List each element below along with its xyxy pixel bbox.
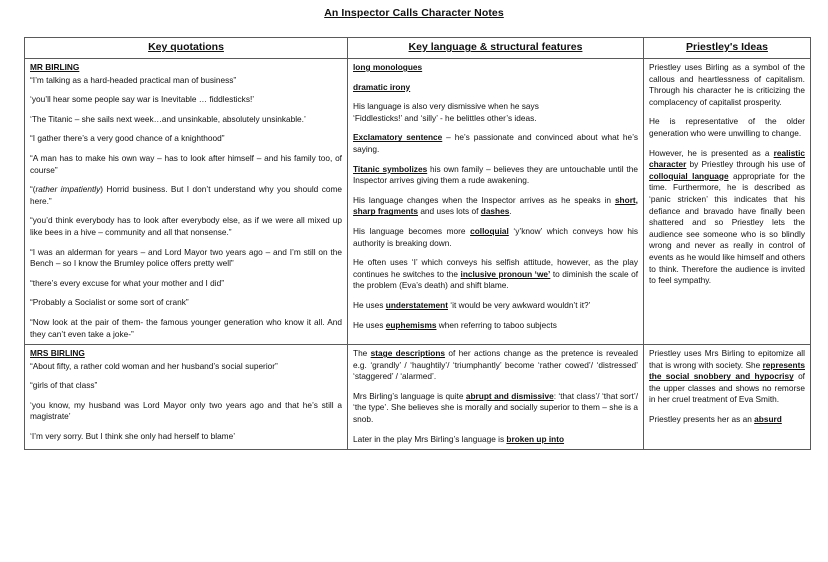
idea-item: He is representative of the older generation who were unwilling to change. bbox=[649, 116, 805, 138]
character-name-heading bbox=[30, 348, 342, 360]
quotation-item: “you’d think everybody has to look after everybody else, as if we were all mixed up like bees in a hive – community and all that nonsense.” bbox=[30, 215, 342, 237]
idea-term: represents the social snobbery and hypocrisy bbox=[649, 359, 805, 382]
document-page bbox=[0, 6, 828, 562]
language-item: He often uses ‘I’ which conveys his selfish attitude, however, as the play continues he switches to the inclusive pronoun ‘we’ to diminish the scale of the problem (Eva’s death) and shift blame. bbox=[353, 257, 639, 291]
character-name-label: MRS BIRLING bbox=[30, 348, 85, 359]
language-term: long monologues bbox=[353, 62, 423, 72]
language-term: euphemisms bbox=[385, 319, 437, 330]
quotation-item: ‘The Titanic – she sails next week…and unsinkable, absolutely unsinkable.’ bbox=[30, 113, 306, 124]
quotation-item: “I’m talking as a hard-headed practical man of business” bbox=[30, 74, 237, 85]
column-header-key-language bbox=[348, 38, 644, 59]
language-item: Later in the play Mrs Birling’s language is broken up into bbox=[353, 433, 565, 444]
language-list-mrs-birling bbox=[353, 348, 638, 445]
quotation-item: “girls of that class” bbox=[30, 380, 98, 391]
idea-term: realistic character bbox=[649, 147, 805, 170]
language-term: dashes bbox=[480, 206, 510, 217]
quotation-item: “Probably a Socialist or some sort of crank” bbox=[30, 297, 189, 308]
idea-term: colloquial language bbox=[649, 170, 729, 181]
cell-quotations-mrs-birling bbox=[25, 345, 348, 450]
column-header-priestleys-ideas-label: Priestley's Ideas bbox=[686, 41, 768, 53]
idea-item: Priestley uses Mrs Birling to epitomize all that is wrong with society. She represents the social snobbery and hypocrisy of the upper classes and shows no remorse in her cruel treatment of Eva Smith. bbox=[649, 348, 805, 405]
quotation-item: ‘you know, my husband was Lord Mayor only two years ago and that he’s still a magistrate’ bbox=[30, 399, 342, 422]
language-item: His language changes when the Inspector arrives as he speaks in short, sharp fragments and uses lots of dashes. bbox=[353, 194, 638, 217]
table-header bbox=[25, 38, 811, 59]
language-item bbox=[353, 62, 638, 74]
idea-item: Priestley presents her as an absurd bbox=[649, 414, 782, 425]
table-row bbox=[25, 59, 811, 345]
character-name-heading bbox=[30, 62, 342, 74]
quotation-item: “Now look at the pair of them- the famous younger generation who know it all. And they can’t even take a joke-” bbox=[30, 316, 342, 339]
language-item: Mrs Birling’s language is quite abrupt and dismissive: ‘that class’/ ‘that sort’/ ‘the type’. She believes she is morally and socially superior to them – she is a snob. bbox=[353, 390, 639, 425]
quotation-item: ‘I’m very sorry. But I think she only had herself to blame’ bbox=[30, 431, 236, 442]
language-term: stage descriptions bbox=[370, 348, 446, 359]
table-body bbox=[25, 59, 811, 450]
language-item: He uses understatement ‘it would be very awkward wouldn’t it?’ bbox=[353, 299, 591, 310]
column-header-key-quotations bbox=[25, 38, 348, 59]
language-term: short, sharp fragments bbox=[353, 194, 638, 217]
column-header-key-quotations-label: Key quotations bbox=[148, 41, 224, 53]
language-item: His language becomes more colloquial ‘y’know’ which conveys how his authority is breaking down. bbox=[353, 225, 638, 248]
quotations-list-mrs-birling bbox=[30, 348, 342, 443]
column-header-key-language-label: Key language & structural features bbox=[408, 41, 583, 53]
quotation-item: “(rather impatiently) Horrid business. But I don’t understand why you should come here.” bbox=[30, 184, 342, 206]
cell-language-mrs-birling bbox=[348, 345, 644, 450]
language-item: He uses euphemisms when referring to taboo subjects bbox=[353, 319, 557, 330]
quotation-item: ‘you’ll hear some people say war is Inevitable … fiddlesticks!’ bbox=[30, 94, 255, 105]
language-term: Exclamatory sentence bbox=[353, 132, 443, 143]
column-header-priestleys-ideas bbox=[644, 38, 811, 59]
language-term: colloquial bbox=[470, 225, 509, 236]
character-name-label: MR BIRLING bbox=[30, 62, 80, 72]
language-term: broken up into bbox=[506, 433, 565, 444]
language-item: Titanic symbolizes his own family – believes they are untouchable until the Inspector arrives giving them a rude awakening. bbox=[353, 163, 638, 186]
quotation-item: “I gather there’s a very good chance of a knighthood” bbox=[30, 133, 225, 144]
language-item: Exclamatory sentence – he’s passionate and convinced about what he’s saying. bbox=[353, 132, 638, 154]
quotation-item: “I was an alderman for years – and Lord Mayor two years ago – and I’m still on the Bench – so I know the Brumley police offers pretty well” bbox=[30, 246, 342, 269]
quotation-item: “About fifty, a rather cold woman and her husband’s social superior” bbox=[30, 360, 278, 371]
cell-ideas-mrs-birling bbox=[644, 345, 811, 450]
language-term: understatement bbox=[385, 299, 448, 310]
language-term: inclusive pronoun ‘we’ bbox=[460, 268, 551, 279]
language-term: Titanic symbolizes bbox=[353, 163, 428, 174]
quotation-item: “there’s every excuse for what your mother and I did” bbox=[30, 277, 224, 288]
table-header-row bbox=[25, 38, 811, 59]
idea-term: absurd bbox=[754, 414, 782, 425]
idea-item: Priestley uses Birling as a symbol of the callous and heartlessness of capitalism. Through his character he is criticizing the complacency of capitalist prosperity. bbox=[649, 62, 805, 107]
language-term: dramatic irony bbox=[353, 81, 411, 92]
language-list-mr-birling bbox=[353, 62, 638, 331]
language-item: His language is also very dismissive when he says ‘Fiddlesticks!’ and ‘silly’ - he belittles other’s ideas. bbox=[353, 101, 539, 123]
language-term: abrupt and dismissive bbox=[465, 390, 554, 401]
cell-quotations-mr-birling bbox=[25, 59, 348, 345]
ideas-list-mrs-birling bbox=[649, 348, 805, 426]
language-item: The stage descriptions of her actions change as the pretence is revealed e.g. ‘grandly’ / ‘haughtily’/ ‘triumphantly’ become ‘rather cowed’/ ‘distressed’ ‘staggered’ / ‘alarmed’. bbox=[353, 348, 638, 382]
cell-ideas-mr-birling bbox=[644, 59, 811, 345]
quotations-list-mr-birling bbox=[30, 62, 342, 340]
page-title-text: An Inspector Calls Character Notes bbox=[324, 7, 504, 19]
language-item bbox=[353, 82, 638, 94]
cell-language-mr-birling bbox=[348, 59, 644, 345]
character-notes-table bbox=[24, 37, 811, 450]
page-title bbox=[0, 6, 828, 20]
table-row bbox=[25, 345, 811, 450]
ideas-list-mr-birling bbox=[649, 62, 805, 287]
quotation-item: “A man has to make his own way – has to look after himself – and his family too, of course” bbox=[30, 152, 342, 175]
idea-item: However, he is presented as a realistic character by Priestley through his use of colloquial language appropriate for the time. Furthermore, he is described as ‘panic stricken’ this indicates that his defiance and bravado have finally been shattered and so Priestley lets the audience see someone who is so blindly wrong and never as really in control of events as he would like himself and others to think. Therefore the audience is invited to feel sympathy. bbox=[649, 147, 805, 286]
stage-direction: rather impatiently bbox=[35, 184, 101, 195]
